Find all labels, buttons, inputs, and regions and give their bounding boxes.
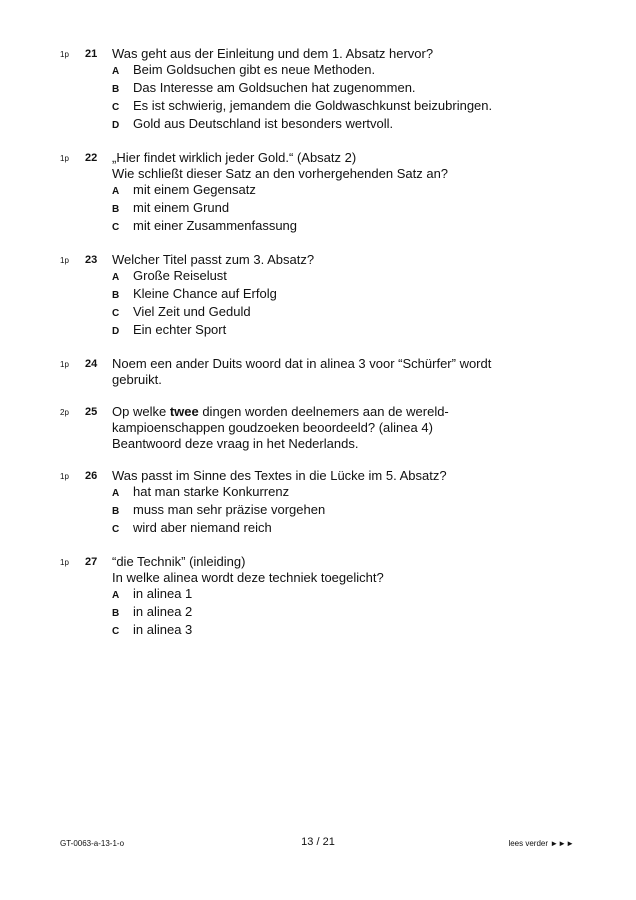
- option-letter: B: [112, 290, 120, 301]
- question-text: Was passt im Sinne des Textes in die Lücke im 5. Absatz?: [112, 468, 447, 483]
- option-letter: B: [112, 506, 120, 517]
- question-text: Was geht aus der Einleitung und dem 1. Absatz hervor?: [112, 46, 434, 61]
- option-letter: B: [112, 608, 120, 619]
- option-letter: C: [112, 102, 120, 113]
- question-text-part: Op welke: [112, 404, 170, 419]
- emphasis-text: twee: [169, 404, 199, 419]
- option-text: Es ist schwierig, jemandem die Goldwaschkunst beizubringen.: [133, 98, 493, 113]
- answer-option-c: [112, 304, 532, 322]
- answer-option-d: [112, 116, 532, 134]
- option-text: Ein echter Sport: [133, 322, 227, 337]
- answer-option-b: [112, 200, 532, 218]
- question-points: 1p: [60, 558, 69, 567]
- option-text: Beim Goldsuchen gibt es neue Methoden.: [133, 62, 376, 77]
- question-number: 21: [85, 48, 98, 60]
- question-text: „Hier findet wirklich jeder Gold.“ (Absatz 2): [112, 150, 357, 165]
- question-22: [0, 150, 636, 236]
- option-letter: A: [112, 590, 120, 601]
- option-letter: D: [112, 326, 120, 337]
- option-letter: A: [112, 186, 120, 197]
- answer-option-a: [112, 484, 532, 502]
- option-text: wird aber niemand reich: [133, 520, 272, 535]
- question-text: Welcher Titel passt zum 3. Absatz?: [112, 252, 315, 267]
- option-text: Kleine Chance auf Erfolg: [133, 286, 277, 301]
- option-text: Das Interesse am Goldsuchen hat zugenommen.: [133, 80, 416, 95]
- question-text: gebruikt.: [112, 372, 162, 387]
- question-list: [0, 46, 636, 656]
- question-number: 24: [85, 358, 98, 370]
- question-number: 23: [85, 254, 98, 266]
- option-text: in alinea 3: [133, 622, 193, 637]
- answer-option-c: [112, 218, 532, 236]
- question-text: [112, 404, 532, 420]
- option-letter: C: [112, 222, 120, 233]
- question-26: [0, 468, 636, 538]
- answer-option-c: [112, 520, 532, 538]
- page-number: 13 / 21: [301, 836, 335, 848]
- question-21: [0, 46, 636, 134]
- question-25: [0, 404, 636, 452]
- answer-option-b: [112, 604, 532, 622]
- question-text: Noem een ander Duits woord dat in alinea 3 voor “Schürfer” wordt: [112, 356, 492, 371]
- question-text-part: dingen worden deelnemers aan de wereld-: [198, 404, 449, 419]
- option-letter: C: [112, 524, 120, 535]
- option-text: muss man sehr präzise vorgehen: [133, 502, 326, 517]
- question-points: 1p: [60, 472, 69, 481]
- option-letter: A: [112, 488, 120, 499]
- option-letter: A: [112, 66, 120, 77]
- question-text: kampioenschappen goudzoeken beoordeeld? (alinea 4): [112, 420, 433, 435]
- question-points: 2p: [60, 408, 69, 417]
- option-text: in alinea 1: [133, 586, 193, 601]
- option-letter: C: [112, 626, 120, 637]
- question-number: 25: [85, 406, 98, 418]
- answer-option-a: [112, 182, 532, 200]
- answer-option-a: [112, 586, 532, 604]
- question-points: 1p: [60, 50, 69, 59]
- option-text: Gold aus Deutschland ist besonders wertvoll.: [133, 116, 394, 131]
- answer-option-c: [112, 622, 532, 640]
- option-text: mit einer Zusammenfassung: [133, 218, 298, 233]
- answer-option-c: [112, 98, 532, 116]
- option-text: hat man starke Konkurrenz: [133, 484, 290, 499]
- question-points: 1p: [60, 360, 69, 369]
- question-number: 27: [85, 556, 98, 568]
- question-number: 26: [85, 470, 98, 482]
- page-footer: [0, 834, 636, 854]
- option-letter: D: [112, 120, 120, 131]
- option-letter: A: [112, 272, 120, 283]
- option-letter: C: [112, 308, 120, 319]
- option-text: mit einem Grund: [133, 200, 230, 215]
- question-text: “die Technik” (inleiding): [112, 554, 246, 569]
- option-text: in alinea 2: [133, 604, 193, 619]
- option-text: mit einem Gegensatz: [133, 182, 256, 197]
- question-24: [0, 356, 636, 388]
- option-letter: B: [112, 84, 120, 95]
- question-text: In welke alinea wordt deze techniek toegelicht?: [112, 570, 384, 585]
- option-text: Große Reiselust: [133, 268, 227, 283]
- answer-option-b: [112, 502, 532, 520]
- question-number: 22: [85, 152, 98, 164]
- option-text: Viel Zeit und Geduld: [133, 304, 251, 319]
- question-text: Beantwoord deze vraag in het Nederlands.: [112, 436, 359, 451]
- answer-option-d: [112, 322, 532, 340]
- answer-option-b: [112, 80, 532, 98]
- option-letter: B: [112, 204, 120, 215]
- question-points: 1p: [60, 256, 69, 265]
- question-text: Wie schließt dieser Satz an den vorhergehenden Satz an?: [112, 166, 449, 181]
- question-23: [0, 252, 636, 340]
- continue-indicator: lees verder ►►►: [508, 839, 574, 848]
- answer-option-b: [112, 286, 532, 304]
- question-27: [0, 554, 636, 640]
- document-code: GT-0063-a-13-1-o: [60, 839, 125, 848]
- answer-option-a: [112, 268, 532, 286]
- answer-option-a: [112, 62, 532, 80]
- question-points: 1p: [60, 154, 69, 163]
